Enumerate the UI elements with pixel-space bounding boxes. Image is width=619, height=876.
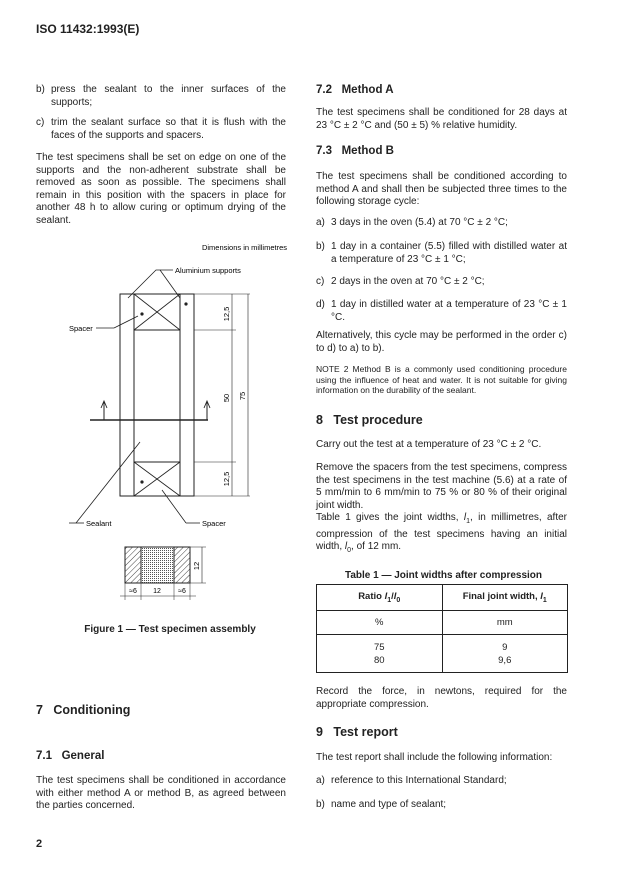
list-text: 1 day in distilled water at a temperature of 23 °C ± 1 °C. bbox=[331, 299, 567, 323]
table-cell: 9 bbox=[502, 641, 508, 653]
text-run: / bbox=[391, 591, 394, 603]
figure-1-diagram bbox=[36, 236, 292, 608]
text-run: Table 1 gives the joint widths, bbox=[316, 512, 464, 523]
table-unit-mm: mm bbox=[442, 611, 568, 635]
dot-top-right bbox=[184, 302, 187, 305]
table-unit-percent: % bbox=[317, 611, 443, 635]
dimensions-note: Dimensions in millimetres bbox=[201, 243, 287, 252]
dot-bottom-left bbox=[140, 480, 143, 483]
section-number: 7.2 bbox=[316, 84, 332, 96]
section-title: General bbox=[61, 750, 105, 762]
list-item-a bbox=[316, 775, 567, 788]
section-title: Test procedure bbox=[333, 413, 423, 427]
text-run: , in millimetres, after compression of the test specimens having an initial width, bbox=[316, 512, 567, 552]
symbol-l: l bbox=[344, 541, 348, 552]
dim-12-5-top: 12,5 bbox=[222, 306, 231, 322]
dim-50: 50 bbox=[222, 393, 231, 403]
paragraph-7-2: The test specimens shall be conditioned for 28 days at 23 °C ± 2 °C and (50 ± 5) % relative humidity. bbox=[316, 107, 567, 131]
dim-width-right: ≈6 bbox=[178, 588, 186, 595]
symbol-l: l bbox=[463, 512, 467, 523]
section-title: Method B bbox=[341, 145, 394, 157]
list-text: press the sealant to the inner surfaces of the supports; bbox=[51, 84, 286, 108]
paragraph-alternative: Alternatively, this cycle may be performed in the order c) to d) to a) to b). bbox=[316, 330, 567, 354]
text-run: , of 12 mm. bbox=[351, 541, 402, 552]
list-item-c bbox=[36, 117, 286, 142]
section-title: Method A bbox=[341, 84, 394, 96]
document-header: ISO 11432:1993(E) bbox=[36, 22, 140, 36]
list-text: name and type of sealant; bbox=[331, 799, 447, 810]
section-number: 9 bbox=[316, 725, 323, 739]
section-support-left bbox=[125, 547, 141, 583]
list-label: c) bbox=[36, 117, 45, 128]
text-run: Final joint width, bbox=[462, 591, 541, 603]
section-number: 7.1 bbox=[36, 750, 52, 762]
subscript: 1 bbox=[387, 596, 392, 604]
list-text: reference to this International Standard; bbox=[331, 775, 507, 786]
list-item-b bbox=[316, 799, 567, 812]
table-header-row bbox=[317, 585, 568, 611]
leader-sealant-2 bbox=[76, 442, 140, 523]
section-title: Test report bbox=[333, 725, 398, 739]
section-number: 7 bbox=[36, 703, 43, 717]
text-run: Ratio bbox=[358, 591, 385, 603]
page-number: 2 bbox=[36, 838, 43, 850]
list-text: 3 days in the oven (5.4) at 70 °C ± 2 °C; bbox=[331, 217, 508, 228]
list-text: 1 day in a container (5.5) filled with distilled water at a temperature of 23 °C ± 1 °C; bbox=[331, 241, 567, 265]
section-7-3-heading bbox=[316, 145, 394, 157]
table-cell: 80 bbox=[373, 654, 385, 666]
note-2: NOTE 2 Method B is a commonly used conditioning procedure using the influence of heat and water. It is not suitable for giving information on the durability of the sealant. bbox=[316, 364, 567, 395]
section-7-2-heading bbox=[316, 84, 394, 96]
subscript: 0 bbox=[396, 596, 401, 604]
list-text: trim the sealant surface so that it is flush with the faces of the supports and spacers. bbox=[51, 117, 286, 141]
section-7-1-heading bbox=[36, 750, 104, 762]
dim-width-mid: 12 bbox=[153, 588, 161, 595]
section-8-heading bbox=[316, 413, 423, 427]
section-sealant bbox=[141, 547, 174, 583]
table-cell-ratios bbox=[317, 635, 443, 673]
table-1-title: Table 1 — Joint widths after compression bbox=[344, 570, 543, 581]
table-header-ratio bbox=[317, 585, 443, 611]
symbol-l: l bbox=[384, 591, 388, 603]
list-label: d) bbox=[316, 299, 325, 310]
section-number: 7.3 bbox=[316, 145, 332, 157]
subscript: 0 bbox=[347, 547, 352, 554]
list-label: b) bbox=[316, 241, 325, 252]
figure-1-caption: Figure 1 — Test specimen assembly bbox=[84, 624, 256, 635]
label-spacer-left: Spacer bbox=[69, 324, 93, 333]
dim-width-left: ≈6 bbox=[129, 588, 137, 595]
list-label: b) bbox=[36, 84, 45, 95]
section-title: Conditioning bbox=[53, 703, 131, 717]
section-7-heading bbox=[36, 703, 130, 717]
list-label: a) bbox=[316, 217, 325, 228]
label-sealant: Sealant bbox=[86, 519, 112, 528]
symbol-l: l bbox=[393, 591, 397, 603]
paragraph-8-3 bbox=[316, 512, 567, 558]
table-header-width bbox=[442, 585, 568, 611]
dim-12-section: 12 bbox=[192, 561, 201, 571]
table-cell: 75 bbox=[373, 641, 385, 653]
table-cell: 9,6 bbox=[498, 654, 512, 666]
dot-top-left bbox=[140, 312, 143, 315]
list-item-b bbox=[316, 241, 567, 266]
list-label: a) bbox=[316, 775, 325, 786]
list-item-c bbox=[316, 276, 567, 289]
list-item-d bbox=[316, 299, 567, 324]
table-cell-widths bbox=[442, 635, 568, 673]
table-unit-row bbox=[317, 611, 568, 635]
paragraph-9: The test report shall include the following information: bbox=[316, 752, 553, 763]
dim-12-5-bottom: 12,5 bbox=[222, 471, 231, 487]
paragraph-8-1: Carry out the test at a temperature of 23 °C ± 2 °C. bbox=[316, 439, 542, 450]
leader-spacer-right-2 bbox=[162, 490, 186, 523]
list-label: b) bbox=[316, 799, 325, 810]
support-right bbox=[180, 294, 194, 496]
table-1 bbox=[316, 584, 568, 673]
subscript: 1 bbox=[466, 518, 471, 525]
symbol-l: l bbox=[540, 591, 543, 603]
list-label: c) bbox=[316, 276, 325, 287]
table-body-row bbox=[317, 635, 568, 673]
section-9-heading bbox=[316, 725, 398, 739]
dim-75: 75 bbox=[238, 391, 247, 401]
list-item-a bbox=[316, 217, 567, 230]
list-item-b bbox=[36, 84, 286, 109]
section-number: 8 bbox=[316, 413, 323, 427]
paragraph-7-1: The test specimens shall be conditioned in accordance with either method A or method B, as agreed between the parties concerned. bbox=[36, 775, 286, 811]
label-spacer-right: Spacer bbox=[202, 519, 226, 528]
paragraph-record-force: Record the force, in newtons, required for the appropriate compression. bbox=[316, 686, 567, 710]
section-support-right bbox=[174, 547, 190, 583]
paragraph-8-2: Remove the spacers from the test specimens, compress the test specimens in the test machine (5.6) at a rate of 5 mm/min to 6 mm/min to 75 % or 80 % of their original joint width. bbox=[316, 462, 567, 511]
label-aluminium-supports: Aluminium supports bbox=[175, 266, 241, 275]
subscript: 1 bbox=[542, 596, 547, 604]
paragraph-set-on-edge: The test specimens shall be set on edge on one of the supports and the non-adherent substrate shall be removed as soon as possible. The specimens shall remain in this position with the spacers in place for another 48 h to allow curing or optimum drying of the sealant. bbox=[36, 152, 286, 226]
list-text: 2 days in the oven at 70 °C ± 2 °C; bbox=[331, 276, 485, 287]
paragraph-7-3: The test specimens shall be conditioned according to method A and shall then be subjected three times to the following storage cycle: bbox=[316, 171, 567, 207]
